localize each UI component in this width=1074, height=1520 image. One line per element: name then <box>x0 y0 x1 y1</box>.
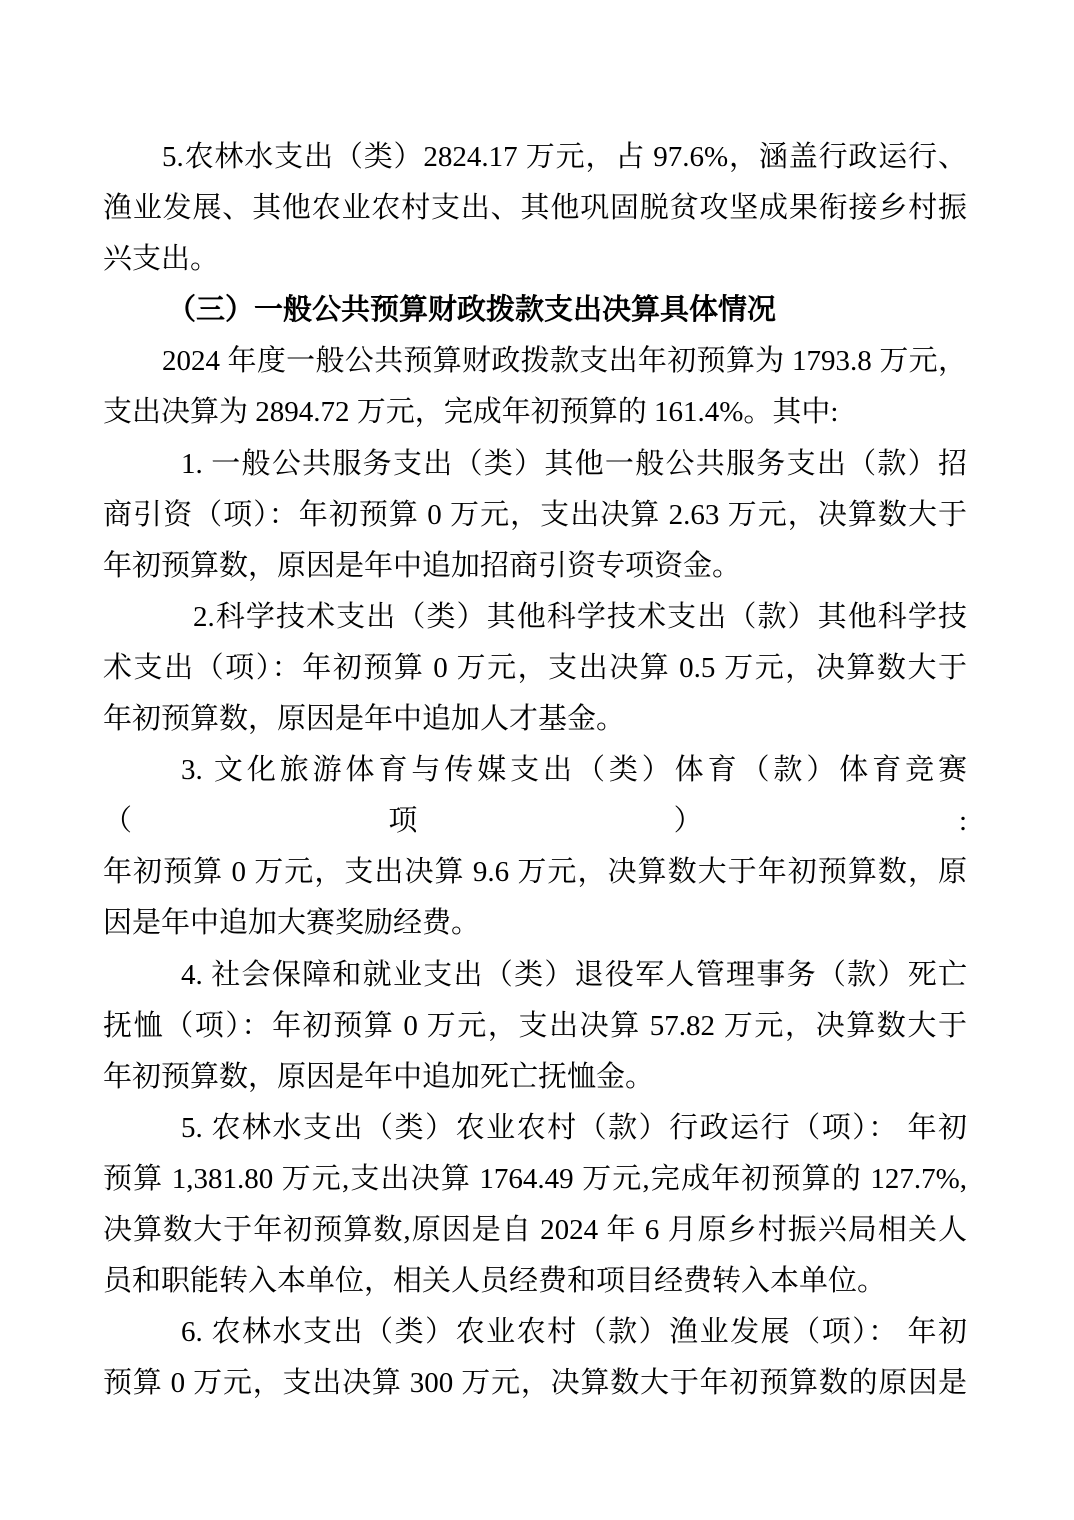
text-line: 抚恤（项）：年初预算 0 万元，支出决算 57.82 万元，决算数大于 <box>103 1009 967 1042</box>
text-line: 年初预算数，原因是年中追加死亡抚恤金。 <box>103 1060 655 1093</box>
text-line: 2024 年度一般公共预算财政拨款支出年初预算为 1793.8 万元， <box>162 345 967 378</box>
text-line: 兴支出。 <box>103 243 220 276</box>
text-line: 支出决算为 2894.72 万元，完成年初预算的 161.4%。其中: <box>103 396 839 429</box>
text-line: 6. 农林水支出（类）农业农村（款）渔业发展（项）： 年初 <box>181 1316 967 1349</box>
text-line: 年初预算 0 万元，支出决算 9.6 万元，决算数大于年初预算数，原 <box>103 856 967 889</box>
text-line: 3. 文化旅游体育与传媒支出（类）体育（款）体育竞赛（项）: <box>103 754 967 838</box>
text-line: 4. 社会保障和就业支出（类）退役军人管理事务（款）死亡 <box>181 958 967 991</box>
section-heading-line: （三）一般公共预算财政拨款支出决算具体情况 <box>167 294 777 327</box>
text-line: 预算 0 万元，支出决算 300 万元，决算数大于年初预算数的原因是 <box>103 1367 967 1400</box>
text-line: 员和职能转入本单位，相关人员经费和项目经费转入本单位。 <box>103 1265 887 1298</box>
text-line: 因是年中追加大赛奖励经费。 <box>103 907 481 940</box>
text-line: 年初预算数，原因是年中追加招商引资专项资金。 <box>103 549 742 582</box>
text-line: 年初预算数，原因是年中追加人才基金。 <box>103 703 626 736</box>
text-line: 预算 1,381.80 万元,支出决算 1764.49 万元,完成年初预算的 127.7%, <box>103 1162 967 1195</box>
text-line: 5. 农林水支出（类）农业农村（款）行政运行（项）： 年初 <box>181 1111 967 1144</box>
text-line: 2.科学技术支出（类）其他科学技术支出（款）其他科学技 <box>193 600 967 633</box>
text-line: 术支出（项）：年初预算 0 万元，支出决算 0.5 万元，决算数大于 <box>103 651 967 684</box>
text-line: 5.农林水支出（类）2824.17 万元，占 97.6%，涵盖行政运行、 <box>162 141 967 173</box>
document-text-block <box>103 132 967 1409</box>
text-line: 决算数大于年初预算数,原因是自 2024 年 6 月原乡村振兴局相关人 <box>103 1213 967 1246</box>
text-line: 商引资（项）：年初预算 0 万元，支出决算 2.63 万元，决算数大于 <box>103 498 967 531</box>
text-line: 渔业发展、其他农业农村支出、其他巩固脱贫攻坚成果衔接乡村振 <box>103 192 967 225</box>
text-line: 1. 一般公共服务支出（类）其他一般公共服务支出（款）招 <box>181 447 967 480</box>
